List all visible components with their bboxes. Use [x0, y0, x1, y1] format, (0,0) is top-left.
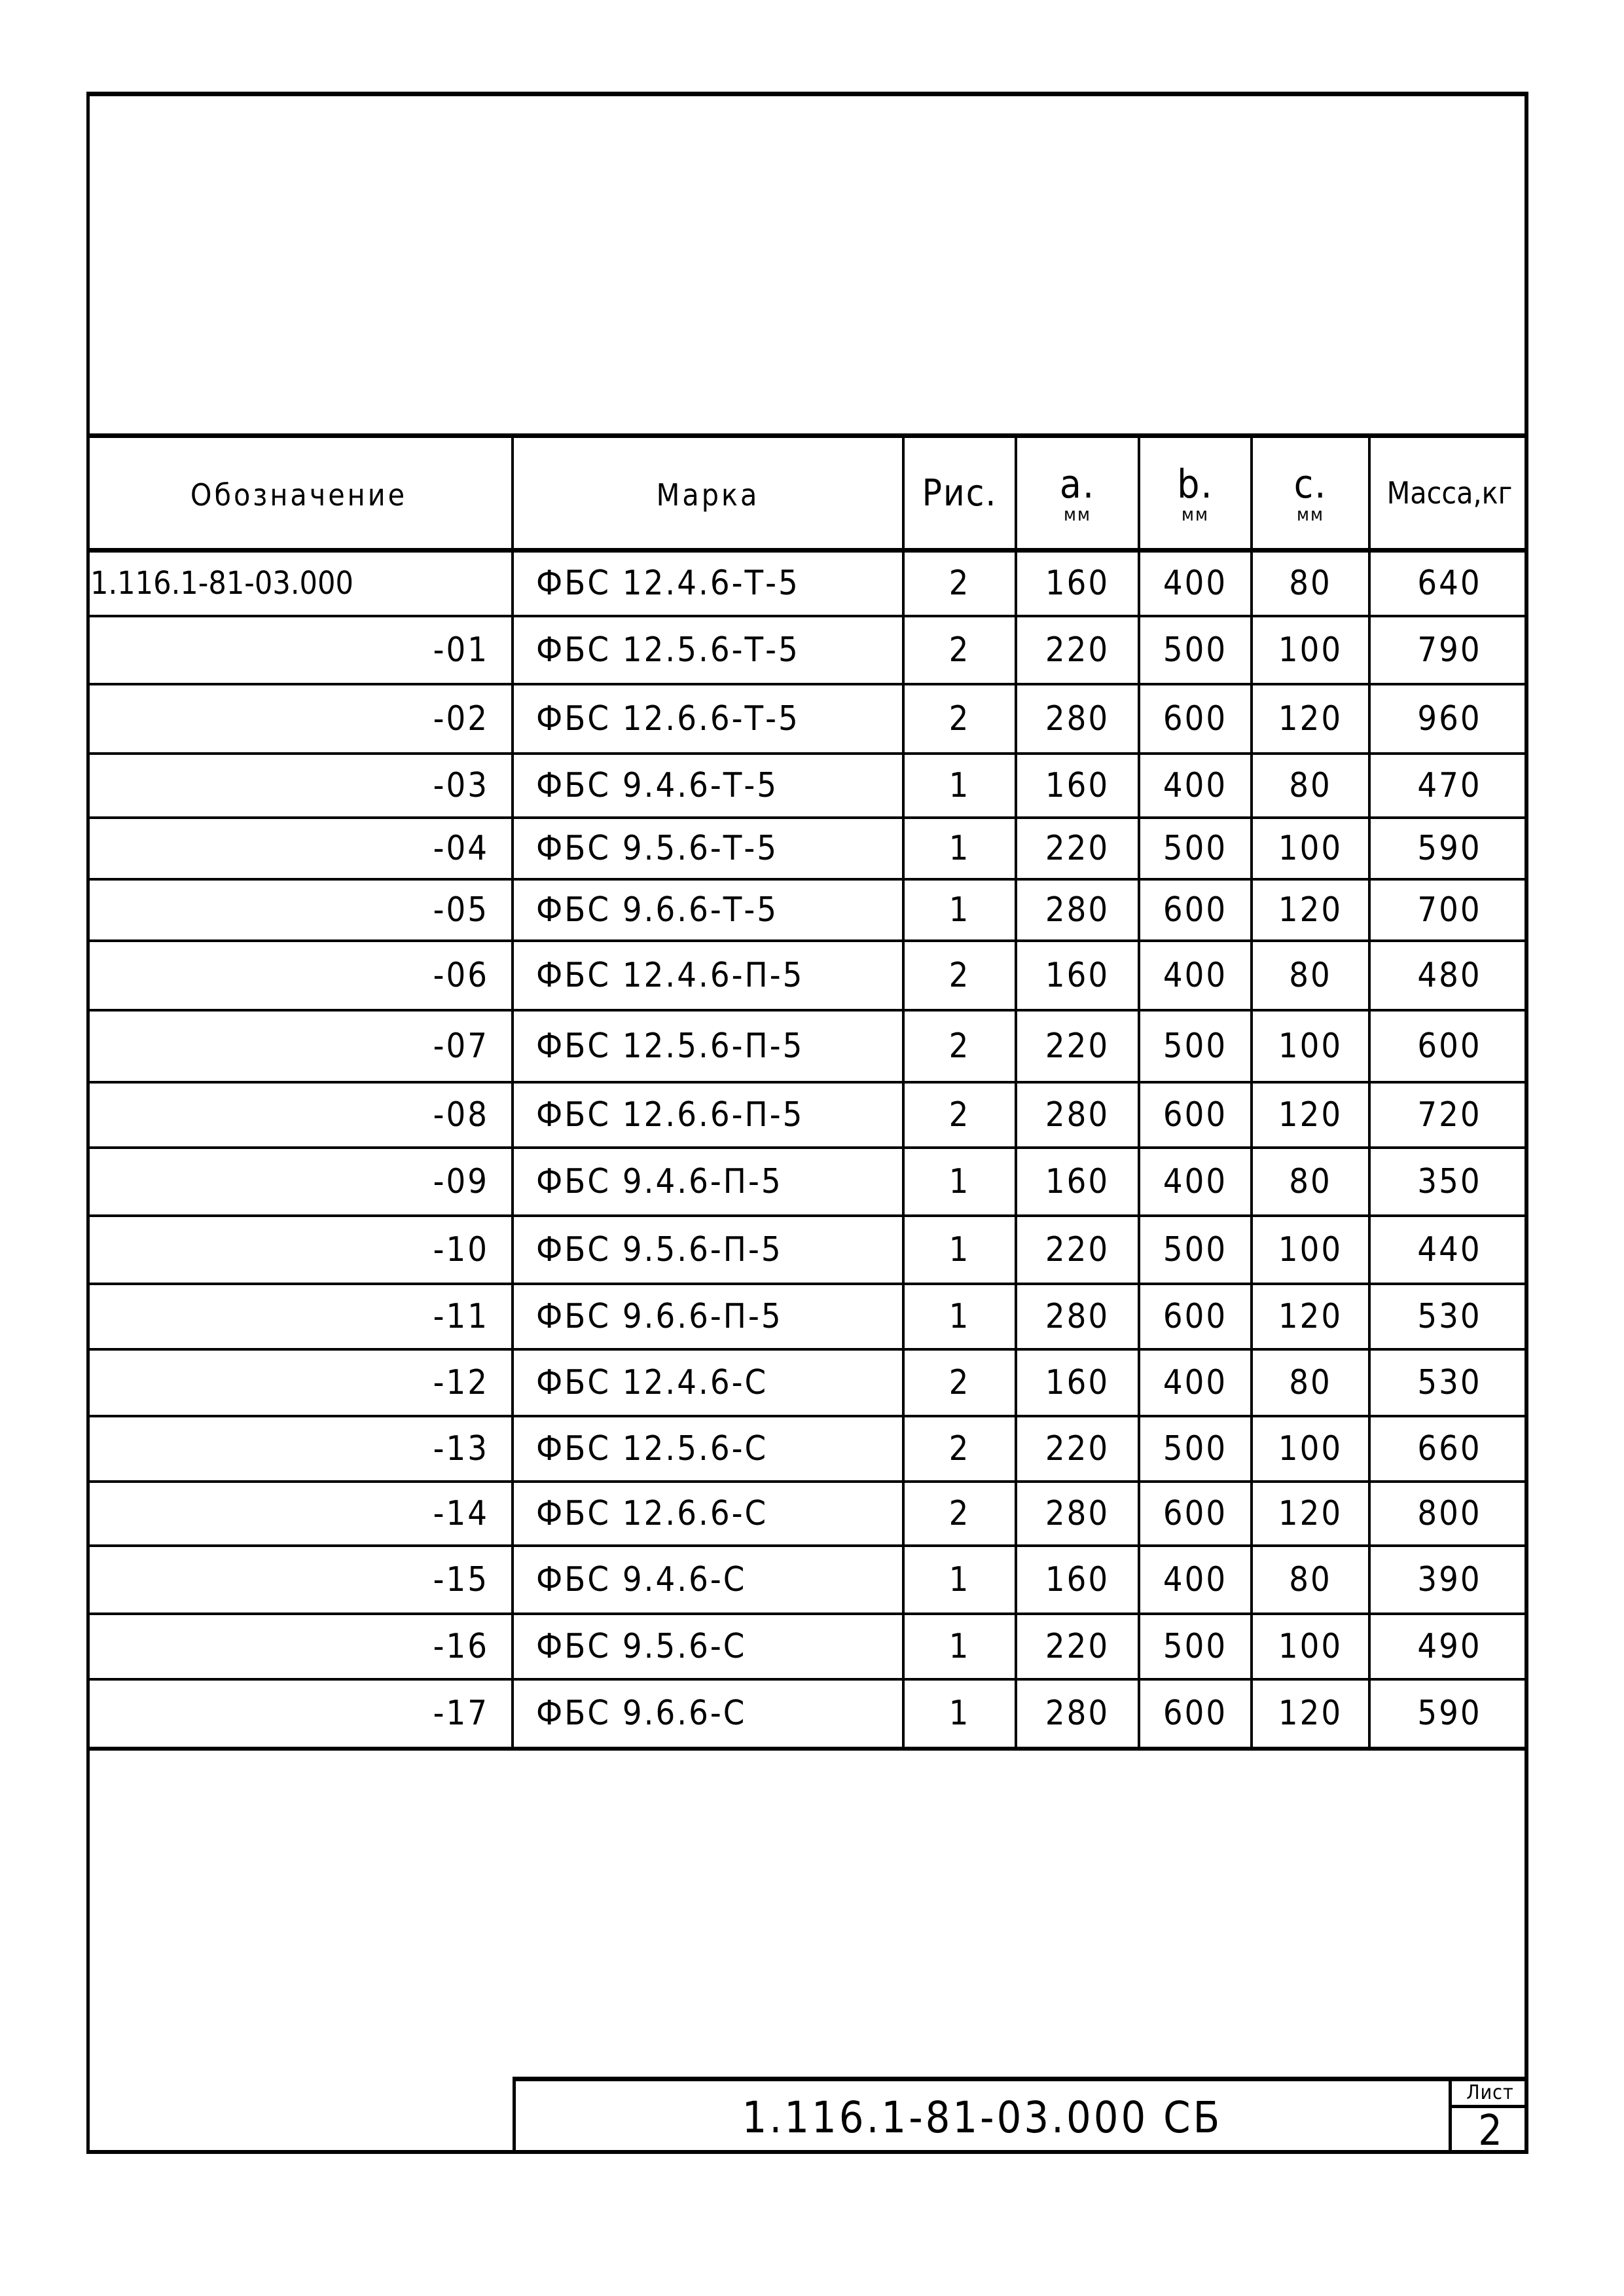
cell-a: 220 — [1016, 1416, 1139, 1482]
cell-mark: ФБС 12.5.6-П-5 — [513, 1010, 903, 1082]
cell-mark: ФБС 9.4.6-Т-5 — [513, 754, 903, 818]
header-c-unit: мм — [1296, 503, 1324, 525]
cell-b: 400 — [1139, 1546, 1252, 1614]
cell-c: 80 — [1252, 1349, 1369, 1416]
cell-figure: 1 — [903, 1546, 1016, 1614]
table-row — [86, 818, 1528, 879]
cell-mass: 350 — [1369, 1148, 1528, 1216]
header-c — [1252, 436, 1369, 551]
cell-mark: ФБС 9.6.6-П-5 — [513, 1284, 903, 1349]
cell-mark: ФБС 12.4.6-Т-5 — [513, 551, 903, 616]
cell-designation: -17 — [86, 1679, 513, 1749]
cell-figure: 1 — [903, 1284, 1016, 1349]
cell-a: 220 — [1016, 616, 1139, 684]
cell-mass: 440 — [1369, 1216, 1528, 1284]
cell-designation: -16 — [86, 1614, 513, 1679]
cell-mass: 790 — [1369, 616, 1528, 684]
table-body — [86, 551, 1528, 1749]
cell-mass: 530 — [1369, 1349, 1528, 1416]
header-a-unit: мм — [1063, 503, 1091, 525]
cell-figure: 1 — [903, 1216, 1016, 1284]
cell-designation: -01 — [86, 616, 513, 684]
table-row — [86, 879, 1528, 941]
cell-c: 100 — [1252, 818, 1369, 879]
cell-c: 100 — [1252, 1416, 1369, 1482]
table-header-row — [86, 436, 1528, 551]
cell-b: 500 — [1139, 616, 1252, 684]
cell-a: 160 — [1016, 1349, 1139, 1416]
cell-a: 220 — [1016, 1216, 1139, 1284]
cell-b: 500 — [1139, 818, 1252, 879]
table-row — [86, 1216, 1528, 1284]
table-row — [86, 1284, 1528, 1349]
cell-designation: -06 — [86, 941, 513, 1010]
header-mass — [1369, 436, 1528, 551]
cell-figure: 2 — [903, 1416, 1016, 1482]
cell-mass: 700 — [1369, 879, 1528, 941]
cell-figure: 2 — [903, 1482, 1016, 1546]
header-designation — [86, 436, 513, 551]
cell-b: 400 — [1139, 754, 1252, 818]
header-b-label: b. — [1177, 461, 1214, 507]
cell-b: 400 — [1139, 551, 1252, 616]
cell-mass: 390 — [1369, 1546, 1528, 1614]
header-a-label: a. — [1059, 461, 1096, 507]
cell-mark: ФБС 9.4.6-С — [513, 1546, 903, 1614]
cell-designation: -08 — [86, 1082, 513, 1148]
cell-c: 100 — [1252, 1010, 1369, 1082]
cell-a: 280 — [1016, 1482, 1139, 1546]
cell-designation: -12 — [86, 1349, 513, 1416]
cell-mass: 590 — [1369, 818, 1528, 879]
table-row — [86, 1148, 1528, 1216]
cell-a: 280 — [1016, 684, 1139, 754]
cell-figure: 2 — [903, 1010, 1016, 1082]
cell-designation: -05 — [86, 879, 513, 941]
sheet-box — [1449, 2081, 1528, 2154]
cell-figure: 2 — [903, 1082, 1016, 1148]
cell-a: 280 — [1016, 1679, 1139, 1749]
cell-b: 500 — [1139, 1216, 1252, 1284]
cell-figure: 1 — [903, 754, 1016, 818]
cell-designation: -14 — [86, 1482, 513, 1546]
table-row — [86, 1416, 1528, 1482]
header-figure-label: Рис. — [922, 471, 998, 515]
cell-a: 280 — [1016, 1284, 1139, 1349]
cell-mass: 480 — [1369, 941, 1528, 1010]
cell-c: 120 — [1252, 1284, 1369, 1349]
cell-c: 120 — [1252, 1482, 1369, 1546]
cell-a: 160 — [1016, 1148, 1139, 1216]
cell-c: 80 — [1252, 754, 1369, 818]
cell-a: 220 — [1016, 1614, 1139, 1679]
cell-b: 500 — [1139, 1010, 1252, 1082]
cell-mark: ФБС 12.4.6-П-5 — [513, 941, 903, 1010]
cell-designation: -11 — [86, 1284, 513, 1349]
table-row — [86, 616, 1528, 684]
cell-mass: 590 — [1369, 1679, 1528, 1749]
cell-b: 600 — [1139, 1482, 1252, 1546]
table-row — [86, 754, 1528, 818]
cell-mass: 640 — [1369, 551, 1528, 616]
header-designation-label: Обозначение — [190, 477, 408, 513]
cell-mark: ФБС 12.6.6-С — [513, 1482, 903, 1546]
document-code: 1.116.1-81-03.000 СБ — [742, 2092, 1223, 2143]
cell-mass: 470 — [1369, 754, 1528, 818]
cell-b: 600 — [1139, 879, 1252, 941]
header-c-label: c. — [1293, 461, 1327, 507]
cell-a: 160 — [1016, 1546, 1139, 1614]
cell-figure: 2 — [903, 616, 1016, 684]
cell-mass: 600 — [1369, 1010, 1528, 1082]
cell-mark: ФБС 9.5.6-С — [513, 1614, 903, 1679]
cell-c: 120 — [1252, 879, 1369, 941]
cell-designation: -15 — [86, 1546, 513, 1614]
cell-b: 600 — [1139, 1082, 1252, 1148]
cell-c: 80 — [1252, 1148, 1369, 1216]
table-row — [86, 684, 1528, 754]
cell-c: 100 — [1252, 616, 1369, 684]
title-block — [513, 2077, 1528, 2154]
cell-a: 160 — [1016, 754, 1139, 818]
cell-c: 80 — [1252, 551, 1369, 616]
table-row — [86, 1010, 1528, 1082]
header-mark-label: Марка — [656, 477, 760, 513]
cell-a: 280 — [1016, 879, 1139, 941]
cell-mark: ФБС 9.5.6-П-5 — [513, 1216, 903, 1284]
cell-designation: -10 — [86, 1216, 513, 1284]
cell-figure: 1 — [903, 1614, 1016, 1679]
cell-mass: 490 — [1369, 1614, 1528, 1679]
cell-figure: 2 — [903, 1349, 1016, 1416]
table-row — [86, 1349, 1528, 1416]
cell-figure: 1 — [903, 1148, 1016, 1216]
header-figure — [903, 436, 1016, 551]
cell-figure: 2 — [903, 551, 1016, 616]
sheet-number: 2 — [1478, 2107, 1502, 2155]
cell-mark: ФБС 9.4.6-П-5 — [513, 1148, 903, 1216]
cell-a: 220 — [1016, 818, 1139, 879]
cell-mass: 660 — [1369, 1416, 1528, 1482]
table-row — [86, 1482, 1528, 1546]
cell-figure: 2 — [903, 684, 1016, 754]
cell-b: 600 — [1139, 1284, 1252, 1349]
cell-b: 400 — [1139, 941, 1252, 1010]
cell-designation: -02 — [86, 684, 513, 754]
cell-designation: -09 — [86, 1148, 513, 1216]
cell-c: 100 — [1252, 1614, 1369, 1679]
cell-a: 160 — [1016, 551, 1139, 616]
cell-a: 160 — [1016, 941, 1139, 1010]
cell-mass: 720 — [1369, 1082, 1528, 1148]
cell-c: 80 — [1252, 941, 1369, 1010]
cell-mass: 800 — [1369, 1482, 1528, 1546]
cell-figure: 1 — [903, 1679, 1016, 1749]
header-b — [1139, 436, 1252, 551]
table-row — [86, 1082, 1528, 1148]
cell-designation: -04 — [86, 818, 513, 879]
cell-c: 120 — [1252, 1679, 1369, 1749]
cell-c: 120 — [1252, 684, 1369, 754]
table-row — [86, 941, 1528, 1010]
cell-designation: -03 — [86, 754, 513, 818]
cell-c: 80 — [1252, 1546, 1369, 1614]
cell-mark: ФБС 12.6.6-П-5 — [513, 1082, 903, 1148]
cell-designation: 1.116.1-81-03.000 — [86, 551, 513, 616]
cell-mass: 530 — [1369, 1284, 1528, 1349]
sheet-label: Лист — [1452, 2081, 1528, 2108]
cell-mark: ФБС 9.6.6-С — [513, 1679, 903, 1749]
cell-b: 600 — [1139, 684, 1252, 754]
table-row — [86, 1614, 1528, 1679]
header-mass-label: Масса,кг — [1386, 475, 1513, 511]
cell-mark: ФБС 9.5.6-Т-5 — [513, 818, 903, 879]
cell-designation: -07 — [86, 1010, 513, 1082]
header-a — [1016, 436, 1139, 551]
cell-c: 100 — [1252, 1216, 1369, 1284]
specification-table — [86, 433, 1528, 1751]
header-b-unit: мм — [1181, 503, 1209, 525]
cell-figure: 1 — [903, 818, 1016, 879]
cell-a: 220 — [1016, 1010, 1139, 1082]
table-row — [86, 1679, 1528, 1749]
cell-b: 600 — [1139, 1679, 1252, 1749]
cell-c: 120 — [1252, 1082, 1369, 1148]
cell-figure: 2 — [903, 941, 1016, 1010]
header-mark — [513, 436, 903, 551]
cell-mark: ФБС 12.4.6-С — [513, 1349, 903, 1416]
cell-figure: 1 — [903, 879, 1016, 941]
cell-mass: 960 — [1369, 684, 1528, 754]
table-row — [86, 551, 1528, 616]
cell-designation: -13 — [86, 1416, 513, 1482]
cell-b: 400 — [1139, 1148, 1252, 1216]
cell-mark: ФБС 12.5.6-С — [513, 1416, 903, 1482]
cell-mark: ФБС 12.6.6-Т-5 — [513, 684, 903, 754]
cell-a: 280 — [1016, 1082, 1139, 1148]
cell-b: 500 — [1139, 1416, 1252, 1482]
cell-mark: ФБС 12.5.6-Т-5 — [513, 616, 903, 684]
cell-b: 500 — [1139, 1614, 1252, 1679]
table-row — [86, 1546, 1528, 1614]
cell-b: 400 — [1139, 1349, 1252, 1416]
cell-mark: ФБС 9.6.6-Т-5 — [513, 879, 903, 941]
